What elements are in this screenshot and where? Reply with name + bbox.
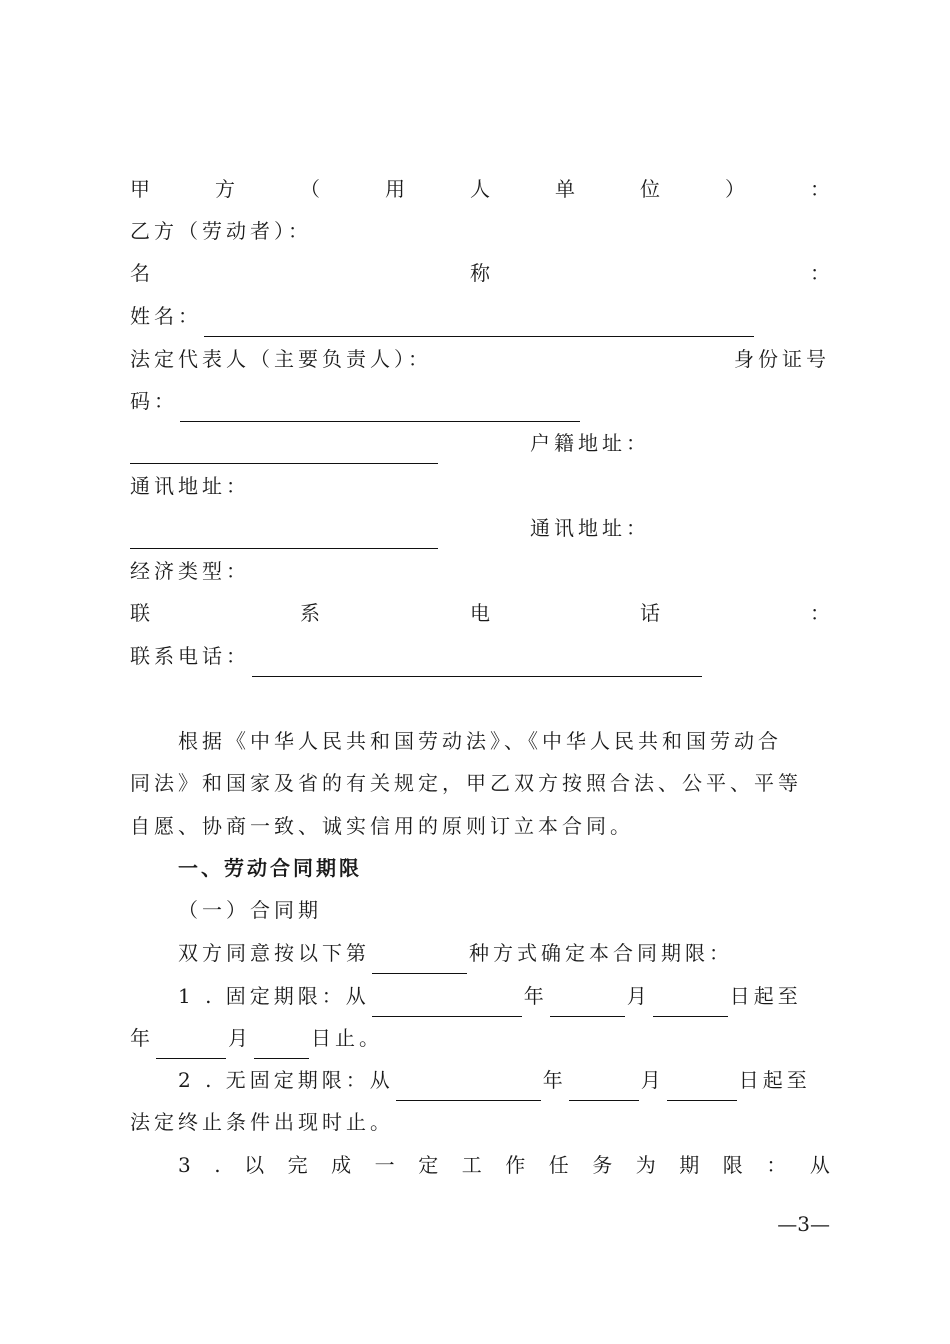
name-char: 名 — [130, 261, 150, 285]
phone-label: 联系电话： — [130, 644, 250, 668]
opt1-end: 日止。 — [311, 1026, 383, 1050]
name-char: ： — [810, 261, 830, 285]
opt3-char: 成 — [331, 1153, 352, 1177]
opt3-char: 从 — [809, 1153, 830, 1177]
opt2-day-blank[interactable] — [667, 1072, 737, 1101]
id-row — [130, 380, 830, 422]
opt1-end-month-blank[interactable] — [156, 1030, 226, 1059]
name-row — [130, 252, 830, 294]
party-a-char: ） — [725, 177, 745, 201]
opt3-char: . — [214, 1153, 221, 1177]
page-number: —3— — [777, 1212, 830, 1236]
name-char: 称 — [470, 261, 490, 285]
party-b-label: 乙方（劳动者）： — [130, 219, 312, 243]
opt1-month-blank[interactable] — [550, 988, 625, 1017]
opt3-char: 工 — [461, 1153, 482, 1177]
opt1-row2 — [130, 1017, 830, 1059]
phone-char: 电 — [470, 601, 490, 625]
phone-row — [130, 592, 830, 634]
opt3-char: 务 — [592, 1153, 613, 1177]
opt2-month: 月 — [640, 1068, 665, 1092]
opt1-year-blank[interactable] — [372, 988, 522, 1017]
party-a-char: 单 — [555, 177, 575, 201]
fullname-blank[interactable] — [204, 308, 754, 337]
opt1-day-blank[interactable] — [653, 988, 728, 1017]
party-a-char: ： — [810, 177, 830, 201]
mail-addr-row — [130, 507, 830, 549]
household-row — [130, 422, 830, 464]
fullname-label: 姓名： — [130, 304, 202, 328]
phone-label-row — [130, 635, 830, 677]
id-label-part2: 码： — [130, 389, 178, 413]
para1-line2: 同法》和国家及省的有关规定，甲乙双方按照合法、公平、平等 — [130, 771, 802, 795]
para1-line3: 自愿、协商一致、诚实信用的原则订立本合同。 — [130, 814, 634, 838]
choose-post: 种方式确定本合同期限： — [469, 941, 733, 965]
opt1-row1 — [130, 975, 830, 1017]
id-blank[interactable] — [180, 393, 580, 422]
phone-char: 系 — [300, 601, 320, 625]
party-a-char: 用 — [385, 177, 405, 201]
party-a-char: （ — [300, 177, 320, 201]
opt1-month: 月 — [626, 984, 651, 1008]
opt3-char: ： — [766, 1153, 787, 1177]
phone-char: 话 — [640, 601, 660, 625]
party-a-char: 位 — [640, 177, 660, 201]
sub1-title: （一）合同期 — [178, 898, 322, 922]
opt3-char: 一 — [374, 1153, 395, 1177]
party-a-char: 人 — [470, 177, 490, 201]
opt3-char: 任 — [548, 1153, 569, 1177]
legal-rep-row — [130, 338, 830, 380]
fullname-row — [130, 295, 830, 337]
opt3-char: 限 — [722, 1153, 743, 1177]
opt2-row2: 法定终止条件出现时止。 — [130, 1110, 394, 1134]
choose-row — [130, 932, 830, 974]
opt1-end-day-blank[interactable] — [254, 1030, 309, 1059]
opt2-year: 年 — [542, 1068, 567, 1092]
opt3-char: 定 — [418, 1153, 439, 1177]
party-a-char: 方 — [215, 177, 235, 201]
mail-addr-a: 通讯地址： — [130, 474, 250, 498]
opt2-lead: 2 . 无固定期限：从 — [178, 1068, 394, 1092]
legal-rep-label: 法定代表人（主要负责人）： — [130, 347, 432, 371]
household-label: 户籍地址： — [530, 431, 650, 455]
phone-char: 联 — [130, 601, 150, 625]
choose-pre: 双方同意按以下第 — [178, 941, 370, 965]
opt3-row — [130, 1144, 830, 1186]
opt1-day-to: 日起至 — [729, 984, 802, 1008]
phone-blank[interactable] — [252, 648, 702, 677]
left-blank-2[interactable] — [130, 520, 438, 549]
opt3-char: 完 — [287, 1153, 308, 1177]
opt2-year-blank[interactable] — [396, 1072, 541, 1101]
opt3-char: 以 — [244, 1153, 265, 1177]
left-blank-1[interactable] — [130, 435, 438, 464]
opt3-char: 作 — [505, 1153, 526, 1177]
opt2-month-blank[interactable] — [569, 1072, 639, 1101]
section1-title: 一、劳动合同期限 — [178, 856, 362, 880]
opt3-char: 期 — [679, 1153, 700, 1177]
opt2-row1 — [130, 1059, 830, 1101]
party-a-char: 甲 — [130, 177, 150, 201]
opt2-day-to: 日起至 — [738, 1068, 811, 1092]
choice-blank[interactable] — [372, 945, 467, 974]
opt1-year: 年 — [523, 984, 548, 1008]
opt3-char: 为 — [635, 1153, 656, 1177]
opt1-end-year: 年 — [130, 1026, 154, 1050]
opt1-lead: 1 . 固定期限：从 — [178, 984, 370, 1008]
opt3-char: 3 — [178, 1153, 191, 1177]
mail-addr-b: 通讯地址： — [530, 516, 650, 540]
id-label-part1: 身份证号 — [734, 347, 830, 371]
opt1-end-month: 月 — [228, 1026, 252, 1050]
econ-type: 经济类型： — [130, 559, 250, 583]
para1-line1: 根据《中华人民共和国劳动法》、《中华人民共和国劳动合 — [178, 729, 782, 753]
phone-char: ： — [810, 601, 830, 625]
party-a-row — [130, 168, 830, 210]
